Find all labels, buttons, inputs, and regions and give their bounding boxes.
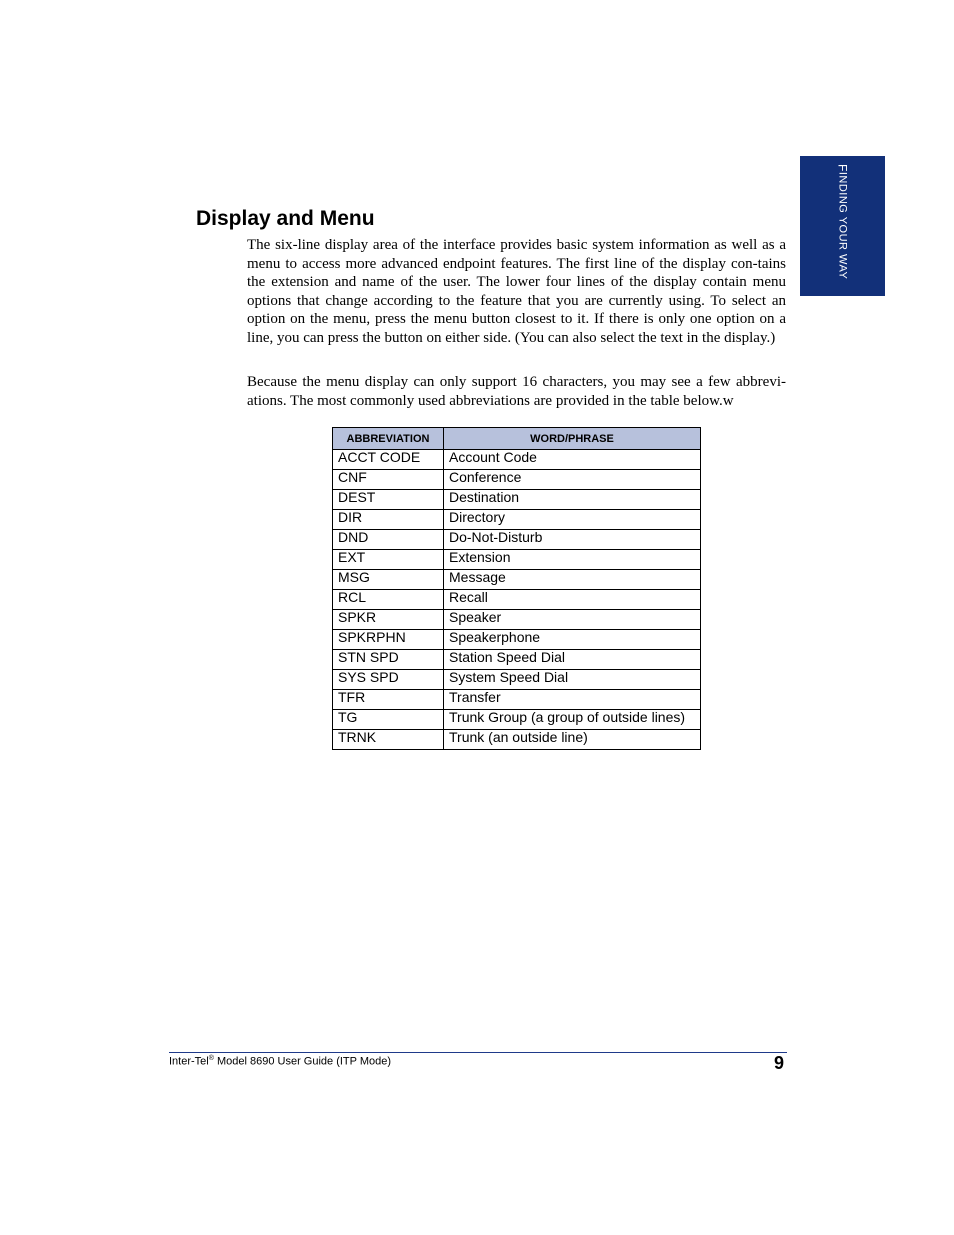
abbreviation-cell: DND — [333, 530, 444, 550]
word-phrase-cell: Trunk (an outside line) — [444, 730, 701, 750]
table-row — [333, 570, 701, 590]
word-phrase-cell: Do-Not-Disturb — [444, 530, 701, 550]
intro-paragraph: The six-line display area of the interface provides basic system information as well as a menu to access more advanced endpoint features. The first line of the display con-tains the extension and name of the user. The lower four lines of the display contain menu options that change according to the feature that you are currently using. To select an option on the menu, press the menu button closest to it. If there is only one option on a line, you can press the button on either side. (You can also select the text in the display.) — [247, 237, 786, 346]
word-phrase-cell: Extension — [444, 550, 701, 570]
footer-title: Inter-Tel® Model 8690 User Guide (ITP Mode) — [169, 1055, 392, 1068]
table-row — [333, 730, 701, 750]
word-phrase-cell: Transfer — [444, 690, 701, 710]
table-row — [333, 550, 701, 570]
section-tab — [800, 156, 885, 296]
abbreviation-cell: STN SPD — [333, 650, 444, 670]
table-row — [333, 670, 701, 690]
abbreviation-cell: DEST — [333, 490, 444, 510]
word-phrase-cell: Destination — [444, 490, 701, 510]
word-phrase-cell: Message — [444, 570, 701, 590]
table-row — [333, 650, 701, 670]
abbreviation-cell: TG — [333, 710, 444, 730]
abbreviation-cell: SYS SPD — [333, 670, 444, 690]
table-row — [333, 590, 701, 610]
abbreviation-cell: ACCT CODE — [333, 450, 444, 470]
word-phrase-cell: Directory — [444, 510, 701, 530]
table-row — [333, 490, 701, 510]
word-phrase-cell: Speakerphone — [444, 630, 701, 650]
abbreviation-table — [332, 427, 701, 750]
table-body — [333, 450, 701, 750]
abbreviation-cell: TFR — [333, 690, 444, 710]
table-row — [333, 630, 701, 650]
word-phrase-cell: Trunk Group (a group of outside lines) — [444, 710, 701, 730]
abbreviation-cell: CNF — [333, 470, 444, 490]
table-row — [333, 450, 701, 470]
abbreviation-paragraph: Because the menu display can only support 16 characters, you may see a few abbrevi-ations. The most commonly used abbreviations are provided in the table below.w — [247, 374, 786, 409]
table-row — [333, 510, 701, 530]
abbreviation-cell: SPKRPHN — [333, 630, 444, 650]
table-row — [333, 530, 701, 550]
table-header-row — [333, 428, 701, 450]
word-phrase-cell: Account Code — [444, 450, 701, 470]
word-phrase-cell: Speaker — [444, 610, 701, 630]
section-tab-label: FINDING YOUR WAY — [835, 164, 850, 280]
abbreviation-cell: MSG — [333, 570, 444, 590]
word-phrase-cell: Recall — [444, 590, 701, 610]
table-row — [333, 470, 701, 490]
page-number: 9 — [773, 1053, 784, 1073]
table-row — [333, 710, 701, 730]
abbreviation-cell: EXT — [333, 550, 444, 570]
abbreviation-cell: SPKR — [333, 610, 444, 630]
word-phrase-cell: System Speed Dial — [444, 670, 701, 690]
section-title: Display and Menu — [196, 207, 375, 230]
word-phrase-column-header: WORD/PHRASE — [444, 428, 701, 450]
table-row — [333, 690, 701, 710]
word-phrase-cell: Conference — [444, 470, 701, 490]
footer-rule — [169, 1052, 787, 1053]
abbreviation-cell: RCL — [333, 590, 444, 610]
abbreviation-column-header: ABBREVIATION — [333, 428, 444, 450]
abbreviation-cell: TRNK — [333, 730, 444, 750]
abbreviation-cell: DIR — [333, 510, 444, 530]
table-row — [333, 610, 701, 630]
word-phrase-cell: Station Speed Dial — [444, 650, 701, 670]
